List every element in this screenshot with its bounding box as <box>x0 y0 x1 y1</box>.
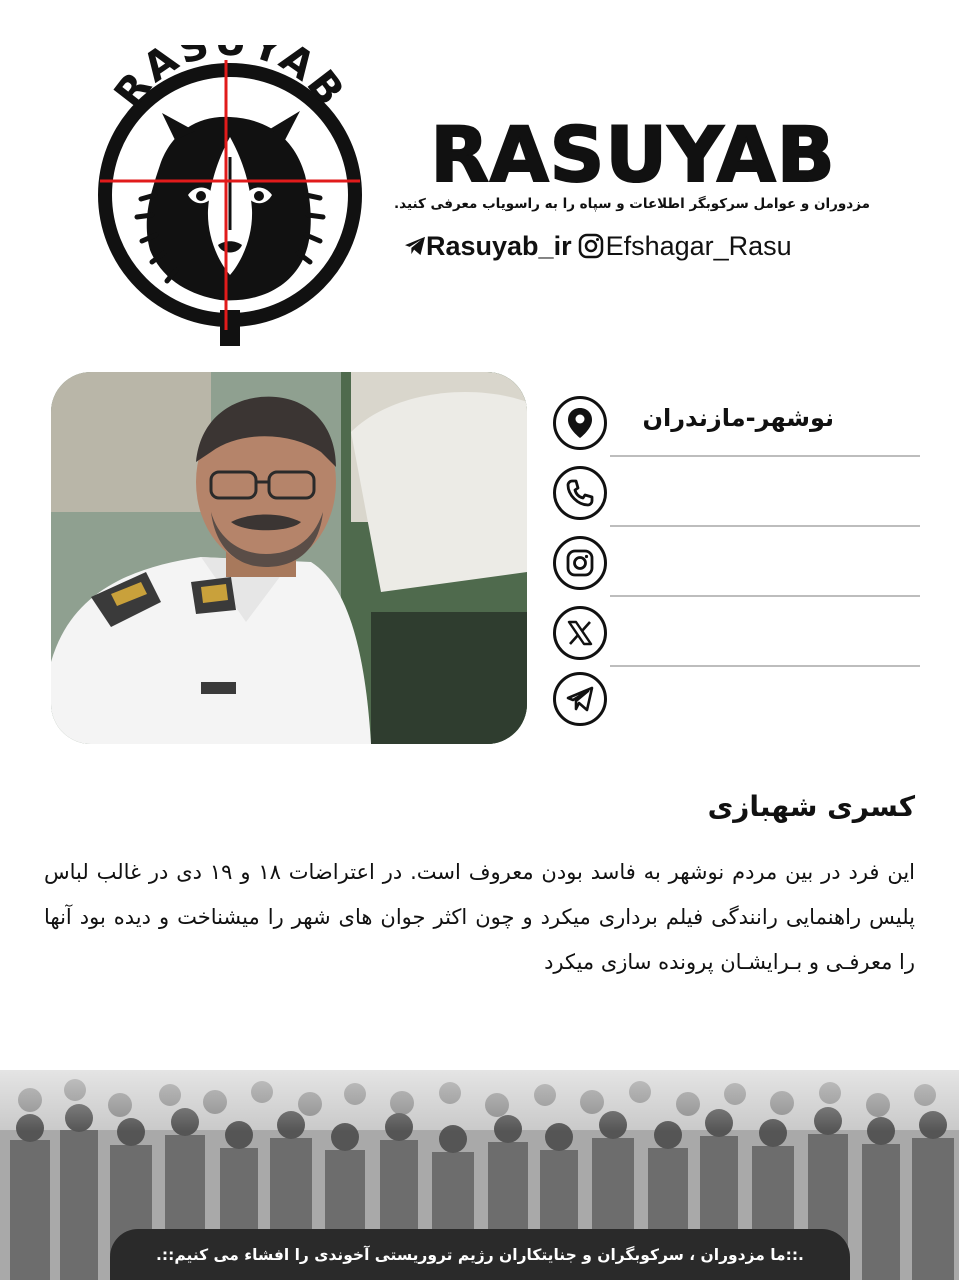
footer-banner <box>110 1229 850 1280</box>
person-bio: این فرد در بین مردم نوشهر به فاسد بودن معروف است. در اعتراضات ۱۸ و ۱۹ دی در غالب لباس پلیس راهنمایی رانندگی فیلم برداری میکرد و چون اکثر جوان های شهر را میشناخت و دیده بود آنها را معرفـی و بـرایشـان پرونده سازی میکرد <box>44 860 916 974</box>
instagram-icon <box>553 536 607 590</box>
info-row-instagram <box>550 536 920 592</box>
person-name: کسری شهبازی <box>707 790 915 823</box>
divider <box>610 665 920 667</box>
divider <box>610 595 920 597</box>
brand-title: RASUYAB <box>430 110 836 199</box>
info-row-phone <box>550 466 920 522</box>
info-row-location <box>550 396 920 452</box>
divider <box>610 455 920 457</box>
info-row-telegram <box>550 672 920 728</box>
location-value: نوشهر-مازندران <box>642 404 834 432</box>
instagram-handle[interactable]: Efshagar_Rasu <box>605 230 792 261</box>
divider <box>610 525 920 527</box>
social-handles <box>404 226 864 266</box>
weasel-head-illustration <box>137 111 323 300</box>
logo-ring-text: RAS YAB <box>105 45 355 117</box>
logo-emblem <box>80 45 380 350</box>
brand-tagline: مزدوران و عوامل سرکوبگر اطلاعات و سپاه را به راسویاب معرفی کنید. <box>394 196 870 212</box>
footer-text: .::ما مزدوران ، سرکوبگران و جنایتکاران رژیم تروریستی آخوندی را افشاء می کنیم::. <box>156 1245 804 1264</box>
x-logo-icon <box>553 606 607 660</box>
info-row-x <box>550 606 920 662</box>
location-pin-icon <box>553 396 607 450</box>
telegram-handle[interactable]: Rasuyab_ir <box>426 230 572 261</box>
rasuyab-logo <box>80 45 380 350</box>
photo-illustration <box>51 372 527 744</box>
instagram-small-icon <box>578 233 604 259</box>
telegram-icon <box>553 672 607 726</box>
telegram-small-icon <box>404 236 426 256</box>
phone-icon <box>553 466 607 520</box>
person-photo <box>51 372 527 744</box>
